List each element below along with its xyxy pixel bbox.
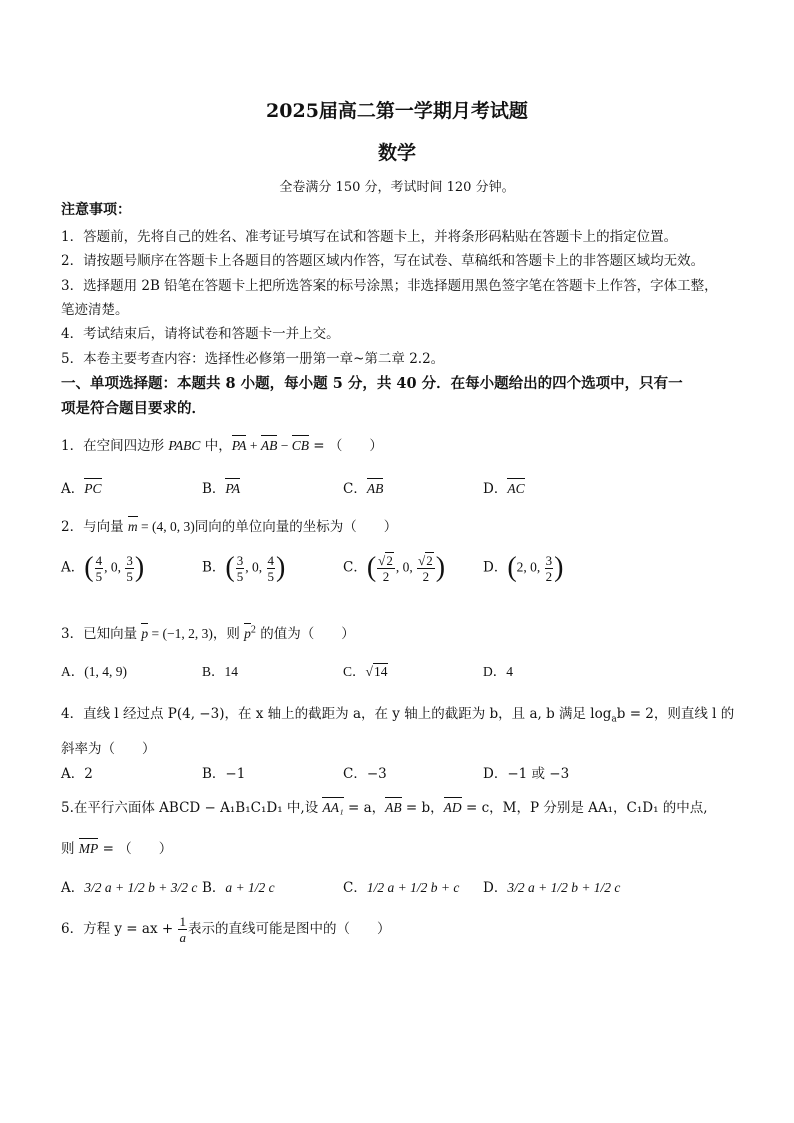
- q3-exponent: 2: [250, 624, 256, 636]
- frac-num: 2: [386, 553, 393, 568]
- q5-text: = a，: [343, 800, 386, 816]
- option-label: C．: [343, 559, 367, 576]
- q5-text: = （ ）: [98, 841, 173, 857]
- option-text: −1: [225, 766, 246, 782]
- frac-den: 5: [126, 568, 133, 584]
- q3-text: 的值为（ ）: [255, 626, 355, 642]
- note-item: 5．本卷主要考查内容：选择性必修第一册第一章~第二章 2.2。: [61, 351, 445, 367]
- frac-num: 4: [95, 552, 103, 568]
- q3-option-a: [61, 660, 127, 680]
- q6-text: 6．方程 y = ax +: [61, 921, 178, 937]
- notes-heading: 注意事项：: [61, 202, 131, 218]
- question-5: [61, 796, 708, 816]
- frac-den: 5: [95, 568, 103, 584]
- option-text: 3/2 a + 1/2 b + 1/2 c: [507, 880, 621, 895]
- note-item: 2．请按题号顺序在答题卡上各题目的答题区域内作答，写在试卷、草稿纸和答题卡上的非答题区域均无效。: [61, 253, 705, 269]
- option-text: 14: [373, 664, 388, 679]
- option-text: 1/2 a + 1/2 b + c: [366, 880, 460, 895]
- frac-den: a: [179, 930, 186, 945]
- q2-option-c: C．( $\frac{√2}{2}$ , 0, $\frac{√2}{2}$ ): [343, 552, 446, 584]
- question-2: [61, 515, 397, 535]
- exam-info: 全卷满分 150 分，考试时间 120 分钟。: [279, 180, 515, 195]
- question-4: [61, 702, 734, 725]
- option-vector: PA: [225, 481, 241, 496]
- option-label: B．: [202, 664, 225, 679]
- option-text: −1 或 −3: [507, 766, 570, 782]
- q5-option-d: [483, 876, 620, 896]
- subject-title: 数学: [377, 142, 416, 164]
- frac-num: 2: [426, 553, 433, 568]
- question-6: [61, 914, 390, 945]
- q5-option-b: [202, 876, 275, 896]
- q4-option-b: [202, 762, 245, 782]
- q5-vector: AB: [385, 800, 402, 815]
- q1-option-b: [202, 477, 240, 497]
- q3-vector: p: [141, 626, 149, 641]
- option-text: 2: [84, 766, 93, 782]
- q4-log-base: a: [611, 714, 617, 725]
- q1-vector: PA: [231, 438, 247, 453]
- note-item: 笔迹清楚。: [61, 302, 129, 318]
- note-item: 4．考试结束后，请将试卷和答题卡一并上交。: [61, 326, 340, 342]
- q1-op: +: [246, 438, 261, 453]
- option-label: C．: [343, 766, 367, 782]
- note-item: 1．答题前，先将自己的姓名、准考证号填写在试和答题卡上，并将条形码粘贴在答题卡上的指定位置。: [61, 229, 678, 245]
- question-5-cont: [61, 837, 172, 857]
- option-label: B．: [202, 766, 226, 782]
- frac-den: 2: [545, 568, 553, 584]
- q5-vector: AA₁: [322, 800, 344, 815]
- q2-text: 2．与向量: [61, 519, 128, 535]
- option-vector: AB: [366, 481, 384, 496]
- q4-option-c: [343, 762, 387, 782]
- option-label: D．: [483, 766, 508, 782]
- option-label: A．: [61, 481, 85, 497]
- option-label: D．: [483, 559, 508, 576]
- q5-text: 5.在平行六面体 ABCD − A₁B₁C₁D₁ 中,设: [61, 800, 323, 816]
- option-mid: , 0,: [104, 559, 125, 575]
- option-label: C．: [343, 664, 366, 679]
- q5-text: = b，: [401, 800, 444, 816]
- section-heading: 一、单项选择题：本题共 8 小题，每小题 5 分，共 40 分．在每小题给出的四个选项中，只有一: [61, 375, 683, 392]
- option-text: −3: [366, 766, 387, 782]
- q1-vector: AB: [260, 438, 278, 453]
- q2-text: 同向的单位向量的坐标为（ ）: [194, 519, 398, 535]
- q2-vector: m: [127, 519, 138, 534]
- frac-den: 5: [267, 568, 274, 584]
- option-text: 3/2 a + 1/2 b + 3/2 c: [84, 880, 198, 895]
- option-label: B．: [202, 880, 226, 896]
- q5-option-c: [343, 876, 459, 896]
- note-item: 3．选择题用 2B 铅笔在答题卡上把所选答案的标号涂黑；非选择题用黑色签字笔在答题卡上作答，字体工整，: [61, 278, 718, 294]
- q2-value: = (4, 0, 3): [137, 519, 195, 534]
- option-label: B．: [202, 481, 226, 497]
- q6-text: 表示的直线可能是图中的（ ）: [187, 921, 391, 937]
- option-label: C．: [343, 880, 367, 896]
- q1-text: 1．在空间四边形: [61, 438, 169, 454]
- frac-num: 1: [179, 914, 186, 929]
- q4-text: 4．直线 l 经过点 P(4, −3)，在 x 轴上的截距为 a，在 y 轴上的截距为 b，且 a, b 满足 log: [61, 706, 612, 722]
- q4-option-d: [483, 762, 569, 782]
- option-mid: , 0,: [245, 559, 266, 575]
- page-title: 2025届高二第一学期月考试题: [266, 100, 528, 122]
- option-mid: , 0,: [395, 559, 417, 575]
- q1-option-d: [483, 477, 525, 497]
- option-label: A．: [61, 880, 85, 896]
- q2-option-d: D．(2, 0, $\frac{3}{2}$ ): [483, 552, 564, 584]
- q3-option-d: [483, 660, 513, 680]
- option-label: A．: [61, 766, 85, 782]
- question-3: [61, 622, 355, 642]
- q4-text: b = 2，则直线 l 的: [616, 706, 735, 722]
- option-text: 14: [224, 664, 239, 679]
- option-text: (1, 4, 9): [84, 664, 127, 679]
- frac-num: 3: [126, 552, 133, 568]
- q1-text: 中，: [200, 438, 232, 454]
- q1-option-c: [343, 477, 383, 497]
- option-text: a + 1/2 c: [225, 880, 275, 895]
- option-vector: PC: [84, 481, 102, 496]
- frac-num: 3: [236, 552, 244, 568]
- q3-option-c: C．√14: [343, 664, 388, 679]
- q2-option-b: B．( $\frac{3}{5}$ , 0, $\frac{4}{5}$ ): [202, 552, 286, 584]
- q4-option-a: [61, 762, 93, 782]
- q2-option-a: A．( $\frac{4}{5}$ , 0, $\frac{3}{5}$ ): [61, 552, 145, 584]
- question-1: [61, 434, 383, 454]
- option-label: C．: [343, 481, 367, 497]
- question-4-cont: 斜率为（ ）: [61, 741, 156, 757]
- option-text: 4: [506, 664, 513, 679]
- option-label: A．: [61, 664, 85, 679]
- q3-text: 3．已知向量: [61, 626, 142, 642]
- q5-vector: MP: [78, 841, 99, 856]
- option-label: A．: [61, 559, 85, 576]
- frac-den: 2: [382, 569, 390, 584]
- q1-op: −: [277, 438, 292, 453]
- option-label: D．: [483, 481, 508, 497]
- option-label: D．: [483, 664, 507, 679]
- frac-num: 4: [267, 552, 274, 568]
- q5-text: 则: [61, 841, 79, 857]
- option-mid: 2, 0,: [516, 559, 544, 575]
- option-label: D．: [483, 880, 508, 896]
- q3-option-b: [202, 660, 238, 680]
- q3-vector: p: [244, 626, 251, 641]
- q1-shape: PABC: [168, 438, 201, 453]
- option-label: B．: [202, 559, 226, 576]
- q1-text: = （ ）: [308, 438, 383, 454]
- q5-vector: AD: [443, 800, 462, 815]
- q3-text: ，则: [212, 626, 245, 642]
- q5-text: = c，M，P 分别是 AA₁，C₁D₁ 的中点,: [461, 800, 708, 816]
- frac-den: 2: [422, 569, 430, 584]
- section-heading-cont: 项是符合题目要求的．: [61, 400, 206, 417]
- q1-vector: CB: [291, 438, 309, 453]
- frac-num: 3: [545, 552, 553, 568]
- q1-option-a: [61, 477, 102, 497]
- q5-option-a: [61, 876, 197, 896]
- option-vector: AC: [507, 481, 525, 496]
- frac-den: 5: [236, 568, 244, 584]
- q3-value: = (−1, 2, 3): [148, 626, 213, 641]
